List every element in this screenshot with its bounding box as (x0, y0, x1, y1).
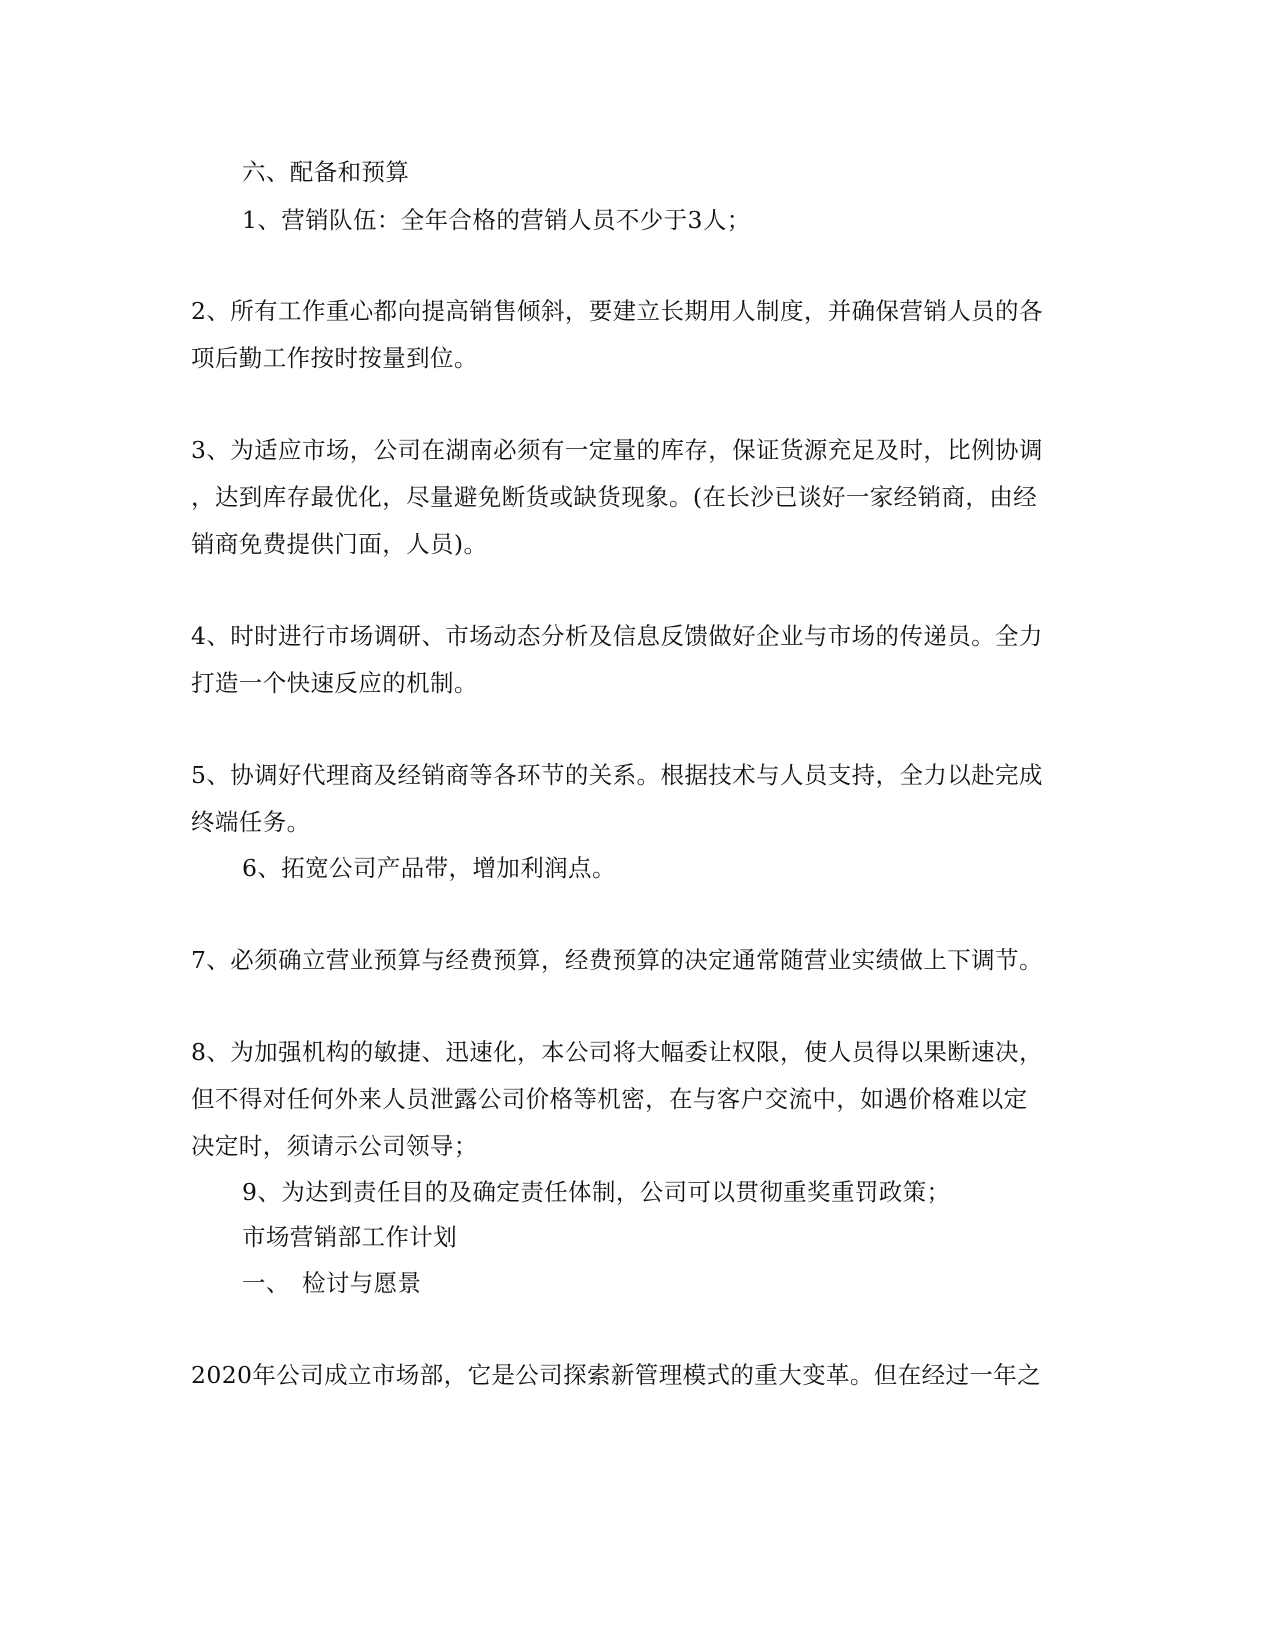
list-item-2-line-2: 项后勤工作按时按量到位。 (191, 344, 478, 372)
list-item-1: 1、营销队伍：全年合格的营销人员不少于3人； (242, 206, 751, 234)
list-item-6: 6、拓宽公司产品带，增加利润点。 (242, 854, 616, 882)
list-item-8-line-3: 决定时，须请示公司领导； (191, 1132, 478, 1160)
list-item-5-line-2: 终端任务。 (191, 808, 311, 836)
section-heading-equipment-budget: 六、配备和预算 (242, 158, 410, 186)
list-item-8-line-2: 但不得对任何外来人员泄露公司价格等机密，在与客户交流中，如遇价格难以定 (191, 1085, 1028, 1113)
list-item-4-line-2: 打造一个快速反应的机制。 (191, 669, 478, 697)
list-item-8-line-1: 8、为加强机构的敏捷、迅速化，本公司将大幅委让权限，使人员得以果断速决， (191, 1038, 1043, 1066)
list-item-2-line-1: 2、所有工作重心都向提高销售倾斜，要建立长期用人制度，并确保营销人员的各 (191, 297, 1043, 325)
list-item-7: 7、必须确立营业预算与经费预算，经费预算的决定通常随营业实绩做上下调节。 (191, 946, 1043, 974)
section-heading-review-vision: 一、 检讨与愿景 (242, 1269, 422, 1297)
list-item-3-line-3: 销商免费提供门面，人员)。 (191, 530, 488, 558)
list-item-3-line-1: 3、为适应市场，公司在湖南必须有一定量的库存，保证货源充足及时，比例协调 (191, 436, 1043, 464)
list-item-9: 9、为达到责任目的及确定责任体制，公司可以贯彻重奖重罚政策； (242, 1178, 951, 1206)
list-item-4-line-1: 4、时时进行市场调研、市场动态分析及信息反馈做好企业与市场的传递员。全力 (191, 622, 1043, 650)
list-item-3-line-2: ，达到库存最优化，尽量避免断货或缺货现象。(在长沙已谈好一家经销商，由经 (191, 483, 1038, 511)
section-title-marketing-plan: 市场营销部工作计划 (242, 1223, 458, 1251)
paragraph-2020-market-dept: 2020年公司成立市场部，它是公司探索新管理模式的重大变革。但在经过一年之 (191, 1361, 1042, 1389)
list-item-5-line-1: 5、协调好代理商及经销商等各环节的关系。根据技术与人员支持，全力以赴完成 (191, 761, 1043, 789)
